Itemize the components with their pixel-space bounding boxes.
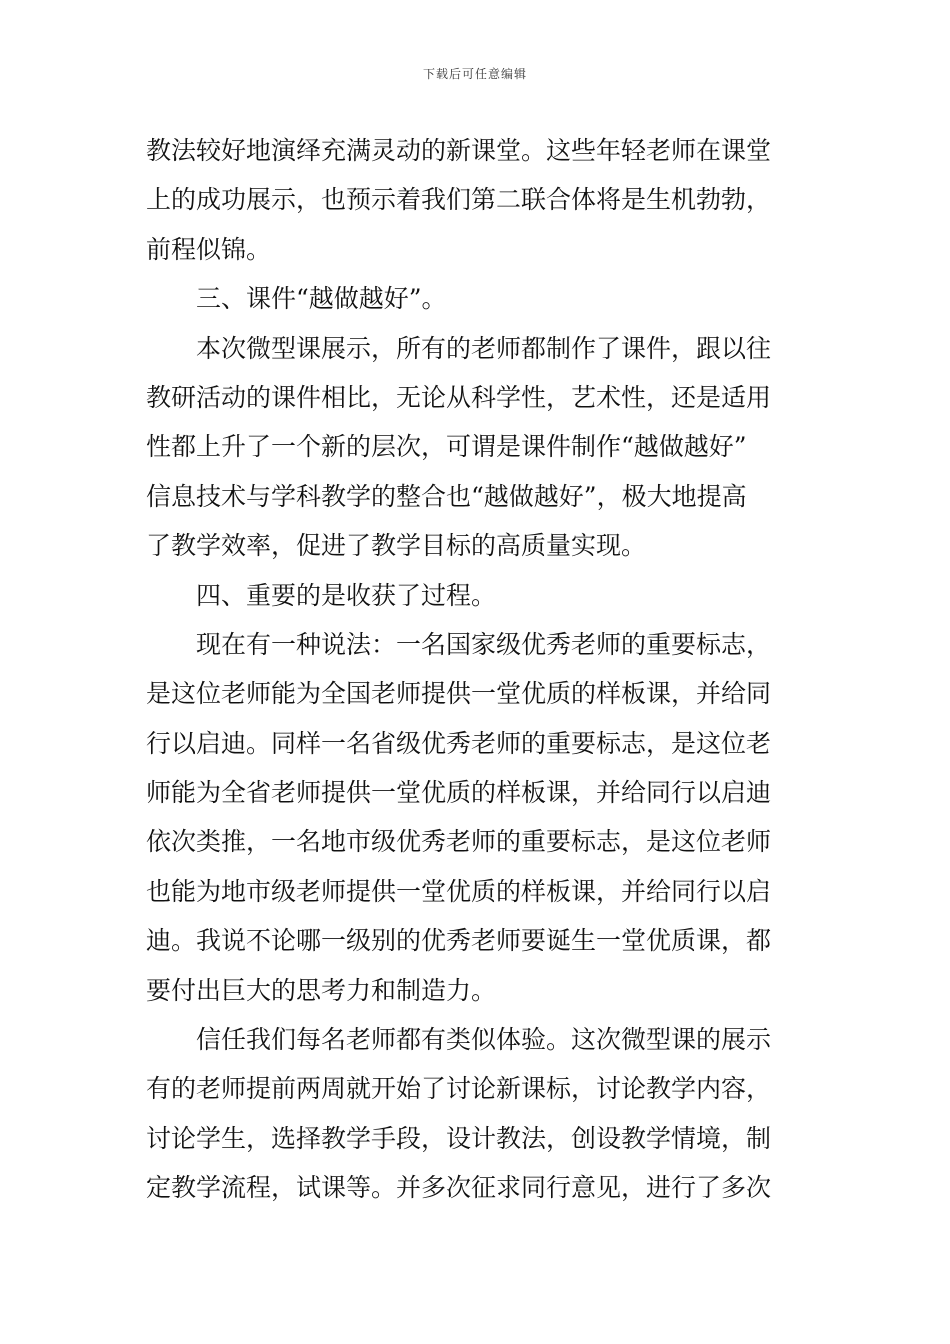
text-line: 也能为地市级老师提供一堂优质的样板课，并给同行以启 xyxy=(146,876,772,906)
text-line: 行以启迪。同样一名省级优秀老师的重要标志，是这位老 xyxy=(146,728,772,758)
text-line: 性都上升了一个新的层次，可谓是课件制作“越做越好” xyxy=(146,432,747,462)
text-line: 上的成功展示，也预示着我们第二联合体将是生机勃勃， xyxy=(146,185,772,215)
text-line: 教法较好地演绎充满灵动的新课堂。这些年轻老师在课堂 xyxy=(146,136,772,165)
text-line: 信息技术与学科教学的整合也“越做越好”，极大地提高 xyxy=(146,481,747,511)
section-heading xyxy=(146,571,816,620)
section-heading xyxy=(146,274,816,323)
text-line: 教研活动的课件相比，无论从科学性，艺术性，还是适用 xyxy=(146,382,772,412)
text-line: 师能为全省老师提供一堂优质的样板课，并给同行以启迪 xyxy=(146,778,772,808)
text-line: 有的老师提前两周就开始了讨论新课标，讨论教学内容， xyxy=(146,1074,772,1104)
text-line: 现在有一种说法：一名国家级优秀老师的重要标志， xyxy=(196,629,772,659)
text-line: 三、课件“越做越好”。 xyxy=(196,284,447,314)
text-line: 定教学流程，试课等。并多次征求同行意见，进行了多次 xyxy=(146,1173,772,1203)
paragraph xyxy=(146,1015,816,1213)
text-line: 四、重要的是收获了过程。 xyxy=(196,580,497,610)
text-line: 前程似锦。 xyxy=(146,234,272,264)
text-line: 讨论学生，选择教学手段，设计教法，创设教学情境，制 xyxy=(146,1123,772,1153)
text-line: 依次类推，一名地市级优秀老师的重要标志，是这位老师 xyxy=(146,827,772,857)
text-line: 信任我们每名老师都有类似体验。这次微型课的展示 xyxy=(196,1025,772,1055)
text-line: 了教学效率，促进了教学目标的高质量实现。 xyxy=(146,531,647,561)
text-line: 是这位老师能为全国老师提供一堂优质的样板课，并给同 xyxy=(146,679,772,709)
paragraph xyxy=(146,324,816,571)
page-header: 下载后可任意编辑 xyxy=(422,67,527,81)
text-line: 迪。我说不论哪一级别的优秀老师要诞生一堂优质课，都 xyxy=(146,926,772,956)
text-line: 本次微型课展示，所有的老师都制作了课件，跟以往 xyxy=(196,333,772,363)
text-line: 要付出巨大的思考力和制造力。 xyxy=(146,975,497,1005)
paragraph xyxy=(146,126,816,274)
paragraph xyxy=(146,620,816,1015)
document-body xyxy=(146,126,816,1213)
